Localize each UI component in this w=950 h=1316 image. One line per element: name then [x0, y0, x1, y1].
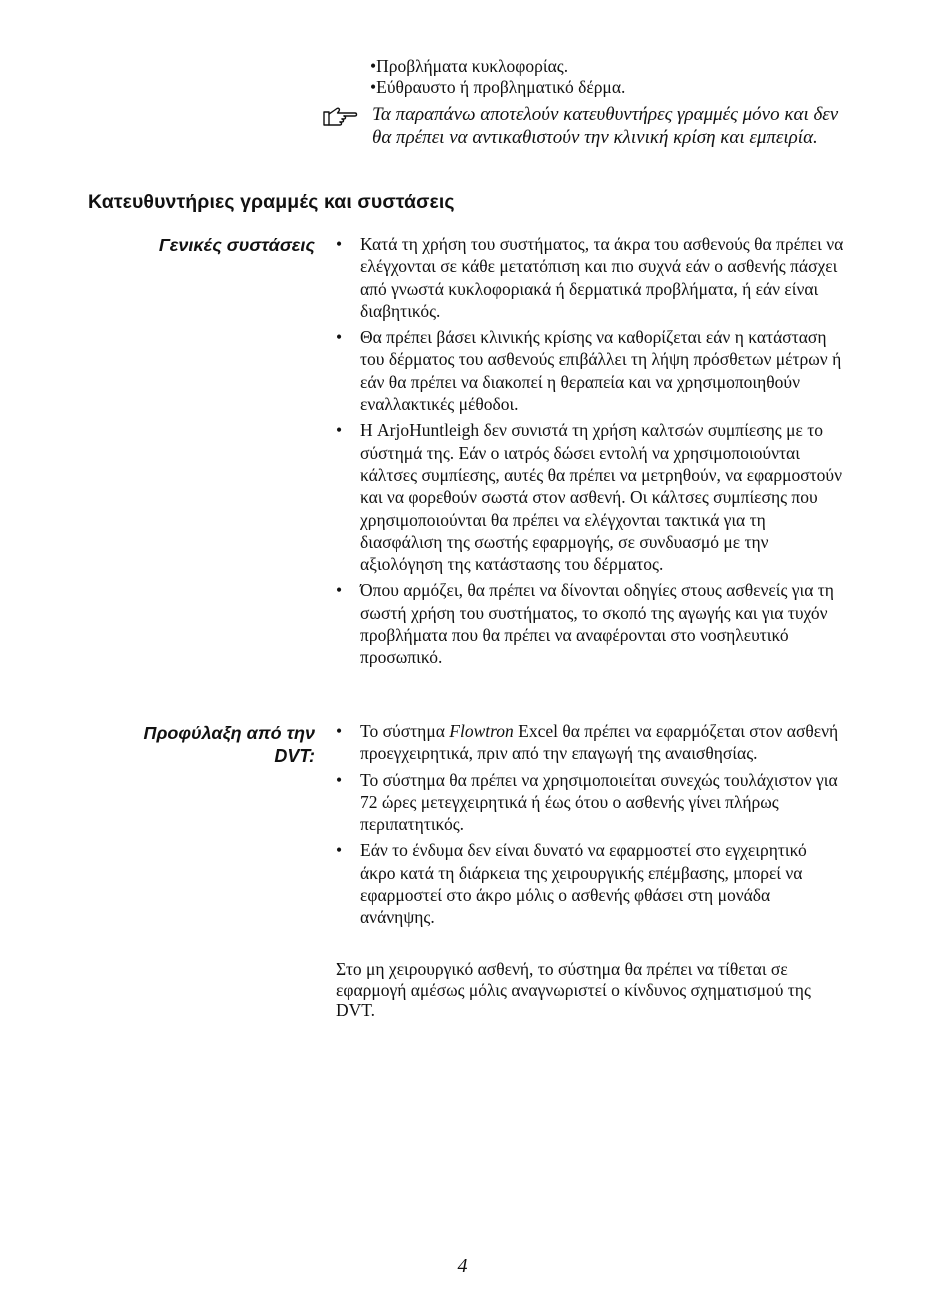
- note-text: Τα παραπάνω αποτελούν κατευθυντήρες γραμμές μόνο και δεν θα πρέπει να αντικαθιστούν την κλινική κρίση και εμπειρία.: [372, 104, 839, 148]
- dvt-label-line: DVT:: [274, 745, 315, 766]
- list-item-text: Εάν το ένδυμα δεν είναι δυνατό να εφαρμοστεί στο εγχειρητικό άκρο κατά τη διάρκεια της χειρουργικής επέμβασης, μπορεί να εφαρμοστεί στο άκρο μόλις ο ασθενής φθάσει στη μονάδα ανάνηψης.: [360, 840, 807, 928]
- list-item-text: Κατά τη χρήση του συστήματος, τα άκρα του ασθενούς θα πρέπει να ελέγχονται σε κάθε μετατόπιση και πιο συχνά εάν ο ασθενής πάσχει από γνωστά κυκλοφοριακά ή δερματικά προβλήματα, ή εάν είναι διαβητικός.: [360, 234, 844, 321]
- list-item: [336, 419, 846, 575]
- list-item: •Προβλήματα κυκλοφορίας.: [370, 56, 569, 76]
- list-item: [336, 579, 846, 668]
- page-number: 4: [457, 1255, 468, 1277]
- bullet-icon: •: [336, 769, 343, 790]
- list-item: [336, 769, 846, 836]
- list-item: •Εύθραυστο ή προβληματικό δέρμα.: [370, 77, 626, 97]
- list-item-text: Θα πρέπει βάσει κλινικής κρίσης να καθορίζεται εάν η κατάσταση του δέρματος του ασθενούς επιβάλλει τη λήψη πρόσθετων μέτρων ή εάν θα πρέπει να διακοπεί η θεραπεία και να χρησιμοποιηθούν εναλλακτικές μέθοδοι.: [360, 327, 842, 415]
- list-item: [336, 326, 846, 415]
- pointing-hand-icon: [322, 106, 358, 128]
- general-recommendations-label: Γενικές συστάσεις: [158, 235, 315, 255]
- brand-name: Flowtron: [449, 721, 514, 741]
- bullet-icon: •: [336, 234, 343, 254]
- top-bullet-list: [370, 56, 625, 98]
- bullet-icon: •: [336, 580, 343, 601]
- list-item-text: Το σύστημα θα πρέπει να χρησιμοποιείται συνεχώς τουλάχιστον για 72 ώρες μετεγχειρητικά ή έως ότου ο ασθενής γίνει πλήρως περιπατητικός.: [360, 769, 838, 835]
- list-item: [336, 720, 846, 765]
- list-item-text: Όπου αρμόζει, θα πρέπει να δίνονται οδηγίες στους ασθενείς για τη σωστή χρήση του συστήματος, το σκοπό της αγωγής και για τυχόν προβλήματα που θα πρέπει να αναφέρονται στο νοσηλευτικό προσωπικό.: [360, 580, 834, 668]
- text-run: Excel θα πρέπει να εφαρμόζεται στον ασθενή προεγχειρητικά, πριν από την επαγωγή της αναισθησίας.: [360, 721, 839, 764]
- bullet-icon: •: [336, 840, 343, 861]
- list-item-text: Η ArjoHuntleigh δεν συνιστά τη χρήση καλτσών συμπίεσης με το σύστημά της. Εάν ο ιατρός δώσει εντολή να χρησιμοποιούνται κάλτσες συμπίεσης, αυτές θα πρέπει να μετρηθούν, να εφαρμοστούν και να φορεθούν σωστά στον ασθενή. Οι κάλτσες συμπίεσης που χρησιμοποιούνται θα πρέπει να ελέγχονται τακτικά για τη διασφάλιση της σωστής εφαρμογής, σε συνδυασμό με την αξιολόγηση της κατάστασης του δέρματος.: [360, 420, 843, 575]
- bullet-icon: •: [336, 327, 343, 348]
- list-item-text: [360, 721, 838, 763]
- section-heading: Κατευθυντήριες γραμμές και συστάσεις: [88, 191, 455, 213]
- dvt-prophylaxis-label: [144, 722, 315, 767]
- dvt-prophylaxis-list: [336, 720, 846, 933]
- dvt-label-line: Προφύλαξη από την: [143, 723, 315, 743]
- bullet-icon: •: [336, 420, 343, 441]
- list-item: [336, 233, 846, 322]
- general-recommendations-list: [336, 233, 846, 673]
- text-run: Το σύστημα: [360, 721, 450, 741]
- list-item: [336, 839, 846, 928]
- bullet-icon: •: [336, 721, 343, 741]
- dvt-closing-paragraph: Στο μη χειρουργικό ασθενή, το σύστημα θα πρέπει να τίθεται σε εφαρμογή αμέσως μόλις αναγνωριστεί ο κίνδυνος σχηματισμού της DVT.: [336, 959, 811, 1020]
